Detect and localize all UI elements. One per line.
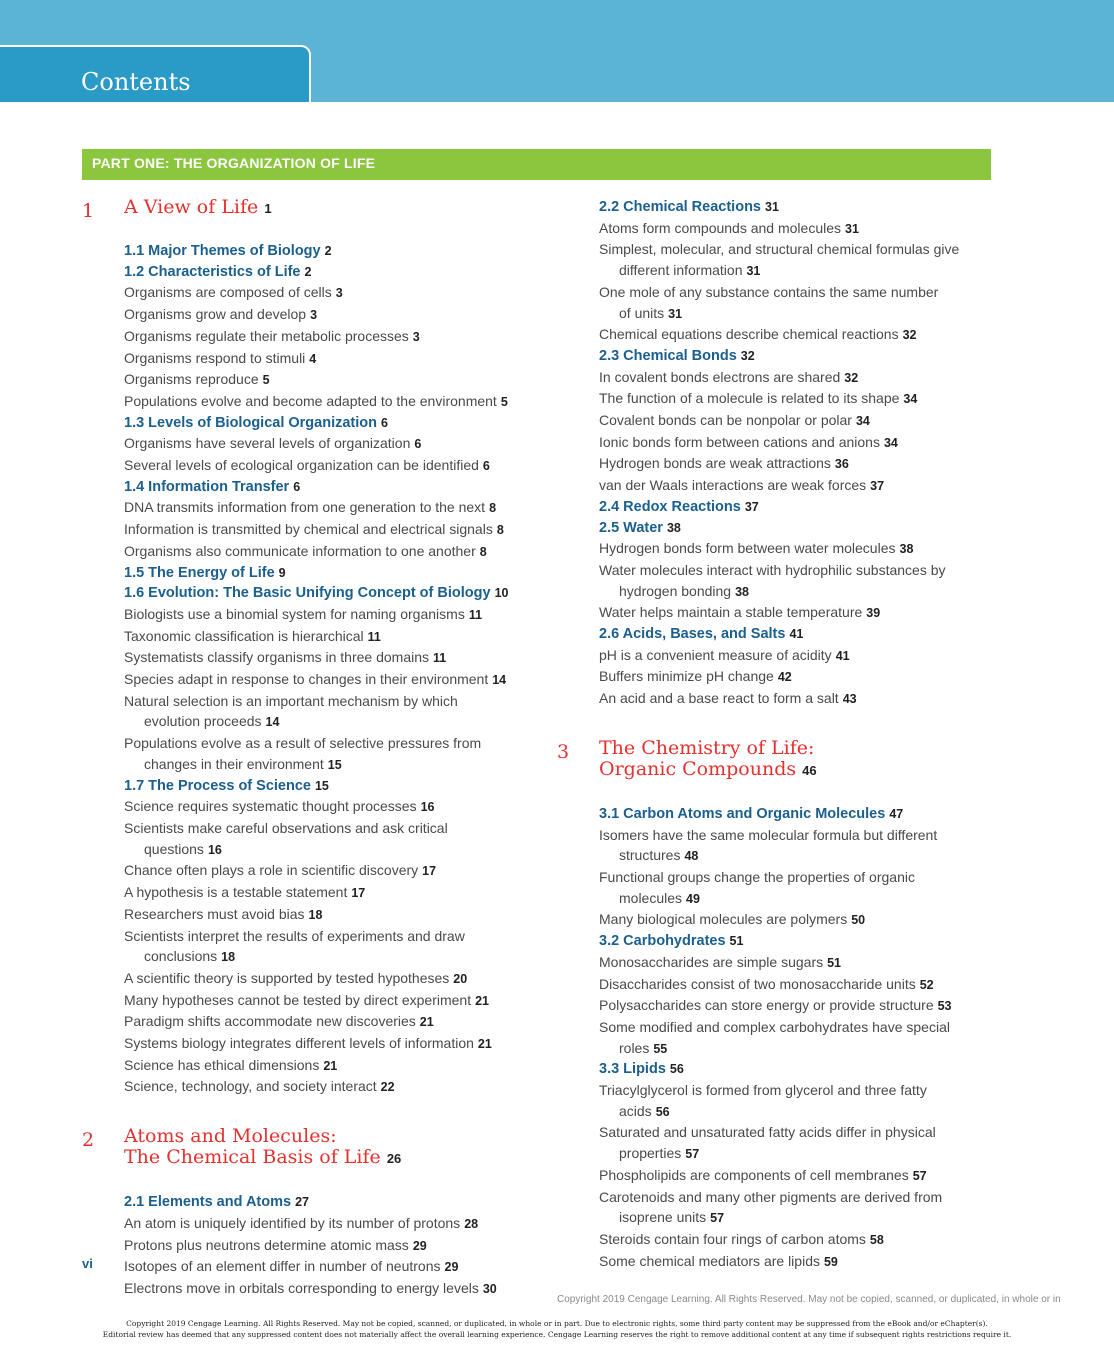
part-heading: PART ONE: THE ORGANIZATION OF LIFE: [82, 149, 991, 180]
toc-entry-continued: [557, 1038, 997, 1060]
entry-text: Polysaccharides can store energy or provide structure: [599, 997, 934, 1014]
entry-page-number: 59: [823, 1254, 838, 1269]
entry-page-number: 29: [444, 1260, 459, 1275]
entry-text: roles: [619, 1039, 650, 1056]
entry-page-number: 49: [686, 891, 700, 906]
toc-entry: [82, 926, 532, 947]
entry-text: Steroids contain four rings of carbon atoms: [599, 1230, 866, 1247]
toc-entry: [557, 410, 997, 432]
entry-text: acids: [619, 1102, 652, 1119]
toc-entry: [82, 1033, 532, 1055]
toc-entry: [557, 560, 997, 581]
entry-text: Water molecules interact with hydrophilic substances by: [599, 561, 946, 578]
entry-page-number: 37: [744, 499, 759, 514]
entry-text: Organisms also communicate information to one another: [124, 542, 476, 559]
entry-text: Phospholipids are components of cell membranes: [599, 1166, 909, 1183]
toc-entry: [82, 860, 532, 882]
entry-page-number: 38: [735, 584, 750, 599]
entry-page-number: 14: [265, 715, 280, 730]
entry-text: Electrons move in orbitals corresponding to energy levels: [124, 1279, 479, 1296]
toc-entry: [82, 519, 532, 541]
entry-page-number: 31: [668, 306, 683, 321]
entry-page-number: 11: [468, 607, 483, 622]
entry-text: 2.3 Chemical Bonds: [599, 347, 737, 364]
entry-text: Populations evolve as a result of selective pressures from: [124, 735, 482, 752]
entry-text: Protons plus neutrons determine atomic mass: [124, 1236, 409, 1253]
toc-entry-continued: [557, 260, 997, 282]
entry-page-number: 17: [351, 886, 366, 901]
entry-text: 3.2 Carbohydrates: [599, 933, 726, 950]
entry-page-number: 22: [380, 1080, 395, 1095]
entry-page-number: 27: [295, 1195, 309, 1210]
entry-page-number: 3: [310, 308, 318, 323]
toc-entry: [557, 825, 997, 846]
entry-text: molecules: [619, 889, 683, 906]
entry-text: Disaccharides consist of two monosaccharide units: [599, 975, 916, 992]
chapter-title-text: The Chemical Basis of Life: [124, 1146, 381, 1169]
entry-text: Natural selection is an important mechanism by which: [124, 692, 458, 709]
entry-text: Scientists make careful observations and ask critical: [124, 819, 448, 836]
entry-text: A scientific theory is supported by tested hypotheses: [124, 969, 450, 986]
entry-page-number: 36: [834, 457, 849, 472]
entry-page-number: 6: [381, 415, 388, 430]
entry-page-number: 34: [855, 414, 870, 429]
page-title: Contents: [81, 68, 191, 96]
toc-entry: [82, 818, 532, 839]
entry-text: Organisms grow and develop: [124, 306, 307, 323]
entry-text: Taxonomic classification is hierarchical: [124, 627, 364, 644]
entry-page-number: 15: [327, 757, 342, 772]
entry-page-number: 52: [919, 977, 934, 992]
entry-text: 1.6 Evolution: The Basic Unifying Concept of Biology: [124, 585, 491, 602]
entry-text: 1.5 The Energy of Life: [124, 564, 275, 581]
entry-page-number: 39: [866, 606, 881, 621]
entry-page-number: 11: [433, 651, 447, 666]
chapter-title-line-2: [124, 1147, 401, 1169]
toc-entry-continued: [82, 711, 532, 733]
entry-text: An acid and a base react to form a salt: [599, 690, 839, 707]
section-entry: [557, 346, 997, 367]
entry-text: Ionic bonds form between cations and anions: [599, 433, 880, 450]
entry-text: 1.4 Information Transfer: [124, 478, 290, 495]
entry-page-number: 32: [902, 328, 917, 343]
entry-page-number: 50: [851, 913, 866, 928]
chapter-title: [599, 738, 817, 781]
entry-page-number: 31: [765, 200, 779, 214]
entry-text: 1.1 Major Themes of Biology: [124, 243, 321, 259]
toc-entry: [82, 326, 532, 348]
copyright-line-2: Editorial review has deemed that any suppressed content does not materially affect the overall learning experience. Cengage Learning reserves the right to remove additional content at any time if subsequent rights restrictions require it.: [102, 1330, 1012, 1339]
entry-page-number: 8: [479, 544, 487, 559]
entry-text: Functional groups change the properties of organic: [599, 868, 915, 885]
entry-text: Organisms have several levels of organization: [124, 435, 411, 452]
toc-entry-continued: [557, 1143, 997, 1165]
entry-text: van der Waals interactions are weak forces: [599, 477, 867, 494]
chapter-title-text: Organic Compounds: [599, 757, 797, 780]
section-entry: [82, 1192, 532, 1213]
entry-text: Organisms reproduce: [124, 371, 259, 388]
copyright-line-1: Copyright 2019 Cengage Learning. All Rights Reserved. May not be copied, scanned, or duplicated, in whole or in part. Due to electronic rights, some third party content may be suppressed from the eBook and/or eChapter(s).: [126, 1319, 988, 1328]
section-entry: [557, 518, 997, 539]
section-entry: [557, 624, 997, 645]
entry-page-number: 57: [685, 1147, 700, 1162]
entry-text: 1.7 The Process of Science: [124, 777, 311, 794]
entry-page-number: 47: [889, 806, 904, 821]
toc-entry: [82, 990, 532, 1012]
entry-page-number: 4: [309, 351, 317, 366]
toc-entry: [82, 541, 532, 563]
entry-text: Organisms respond to stimuli: [124, 349, 306, 366]
entry-page-number: 5: [262, 373, 270, 388]
toc-entry: [557, 1251, 997, 1273]
entry-page-number: 57: [912, 1168, 927, 1183]
entry-page-number: 31: [746, 264, 761, 279]
chapter-spacer: [557, 710, 997, 738]
entry-text: 2.2 Chemical Reactions: [599, 199, 761, 215]
entry-text: Organisms are composed of cells: [124, 284, 332, 301]
toc-entry: [557, 995, 997, 1017]
entry-text: Many biological molecules are polymers: [599, 911, 848, 928]
entry-page-number: 57: [710, 1211, 725, 1226]
chapter-title: [124, 197, 272, 219]
entry-page-number: 6: [293, 479, 301, 494]
entry-page-number: 56: [669, 1062, 684, 1077]
entry-page-number: 41: [789, 627, 804, 642]
section-entry: [82, 262, 532, 283]
entry-page-number: 34: [883, 435, 898, 450]
entry-text: 2.1 Elements and Atoms: [124, 1194, 292, 1211]
section-entry: [557, 197, 997, 218]
entry-text: hydrogen bonding: [619, 582, 732, 599]
entry-page-number: 18: [308, 907, 323, 922]
entry-text: Hydrogen bonds are weak attractions: [599, 455, 831, 472]
chapter-spacer: [82, 1098, 532, 1126]
chapter-title-line-1: Atoms and Molecules:: [124, 1125, 337, 1148]
section-entry: [557, 1059, 997, 1080]
entry-page-number: 17: [422, 864, 437, 879]
entry-page-number: 32: [740, 348, 755, 363]
toc-entry: [557, 1165, 997, 1187]
toc-entry: [82, 733, 532, 754]
chapter-title-line-1: The Chemistry of Life:: [599, 736, 815, 759]
entry-text: Systems biology integrates different levels of information: [124, 1035, 474, 1052]
copyright-footer: [0, 1318, 1114, 1340]
chapter-heading: [82, 1126, 532, 1192]
toc-entry: [82, 1011, 532, 1033]
entry-page-number: 28: [464, 1216, 479, 1231]
entry-text: In covalent bonds electrons are shared: [599, 368, 841, 385]
entry-text: of units: [619, 304, 665, 321]
entry-page-number: 58: [869, 1232, 884, 1247]
entry-text: 3.1 Carbon Atoms and Organic Molecules: [599, 805, 886, 822]
entry-text: Water helps maintain a stable temperature: [599, 604, 863, 621]
toc-entry: [557, 974, 997, 996]
chapter-page-number: 1: [264, 201, 272, 216]
toc-entry: [82, 691, 532, 712]
entry-page-number: 16: [420, 800, 435, 815]
entry-text: Species adapt in response to changes in their environment: [124, 671, 489, 688]
entry-page-number: 11: [367, 629, 381, 644]
entry-page-number: 30: [482, 1281, 497, 1296]
toc-entry: [557, 867, 997, 888]
entry-text: Hydrogen bonds form between water molecules: [599, 540, 896, 557]
toc-entry: [82, 626, 532, 648]
entry-page-number: 3: [412, 329, 420, 344]
section-entry: [82, 241, 532, 262]
entry-text: 2.5 Water: [599, 519, 663, 536]
toc-entry: [557, 218, 997, 240]
toc-entry: [557, 324, 997, 346]
entry-text: Biologists use a binomial system for naming organisms: [124, 605, 465, 622]
entry-page-number: 15: [314, 778, 329, 793]
chapter-number: 1: [82, 200, 95, 222]
entry-text: Paradigm shifts accommodate new discoveries: [124, 1013, 416, 1030]
toc-entry: [82, 604, 532, 626]
entry-text: Science has ethical dimensions: [124, 1056, 320, 1073]
toc-entry: [82, 1278, 532, 1300]
entry-page-number: 48: [684, 849, 699, 864]
entry-text: isoprene units: [619, 1209, 707, 1226]
toc-entry: [82, 796, 532, 818]
toc-right-column: [557, 197, 997, 1272]
toc-entry: [82, 882, 532, 904]
entry-text: One mole of any substance contains the same number: [599, 283, 939, 300]
chapter-title-line-2: [599, 759, 817, 781]
chapter-number: 3: [557, 740, 570, 763]
chapter-heading: [82, 197, 532, 241]
toc-entry: [557, 282, 997, 303]
entry-text: Atoms form compounds and molecules: [599, 219, 841, 236]
toc-entry: [557, 1187, 997, 1208]
entry-page-number: 5: [500, 394, 508, 409]
section-entry: [82, 583, 532, 604]
entry-text: Many hypotheses cannot be tested by direct experiment: [124, 991, 472, 1008]
entry-page-number: 51: [729, 934, 744, 949]
toc-entry: [557, 909, 997, 931]
toc-entry: [557, 475, 997, 497]
toc-entry: [82, 391, 532, 413]
toc-entry: [82, 433, 532, 455]
entry-page-number: 38: [666, 520, 681, 535]
entry-text: structures: [619, 847, 681, 864]
entry-page-number: 20: [453, 971, 468, 986]
entry-text: Scientists interpret the results of experiments and draw: [124, 927, 465, 944]
entry-text: properties: [619, 1145, 682, 1162]
toc-entry: [82, 348, 532, 370]
toc-entry: [82, 1213, 532, 1235]
toc-entry: [557, 1122, 997, 1143]
toc-entry: [557, 432, 997, 454]
entry-text: Information is transmitted by chemical and electrical signals: [124, 521, 493, 538]
toc-entry-continued: [557, 1101, 997, 1123]
entry-text: evolution proceeds: [144, 713, 262, 730]
toc-entry: [557, 952, 997, 974]
toc-entry-continued: [82, 754, 532, 776]
entry-page-number: 37: [870, 479, 885, 494]
toc-entry: [82, 904, 532, 926]
entry-text: An atom is uniquely identified by its number of protons: [124, 1214, 461, 1231]
entry-text: different information: [619, 262, 743, 279]
chapter-title-text: A View of Life: [124, 196, 259, 218]
chapter-title: [124, 1126, 401, 1169]
entry-page-number: 51: [827, 955, 842, 970]
chapter-number: 2: [82, 1129, 95, 1152]
toc-entry-continued: [557, 581, 997, 603]
entry-text: Covalent bonds can be nonpolar or polar: [599, 412, 852, 429]
entry-page-number: 3: [335, 286, 343, 301]
toc-entry: [557, 453, 997, 475]
toc-entry: [82, 968, 532, 990]
entry-text: Chemical equations describe chemical reactions: [599, 326, 899, 343]
toc-entry: [557, 1080, 997, 1101]
entry-text: Researchers must avoid bias: [124, 905, 305, 922]
entry-text: Saturated and unsaturated fatty acids differ in physical: [599, 1124, 936, 1141]
section-entry: [557, 931, 997, 952]
entry-page-number: 31: [845, 221, 859, 236]
entry-page-number: 42: [777, 670, 792, 685]
page-number: vi: [82, 1256, 93, 1271]
entry-text: The function of a molecule is related to its shape: [599, 390, 900, 407]
chapter-heading: [557, 738, 997, 804]
entry-page-number: 21: [477, 1037, 492, 1052]
entry-text: Monosaccharides are simple sugars: [599, 953, 824, 970]
copyright-notice: Copyright 2019 Cengage Learning. All Rights Reserved. May not be copied, scanned, or duplicated, in whole or in: [557, 1294, 1061, 1305]
entry-text: Populations evolve and become adapted to the environment: [124, 392, 497, 409]
toc-entry: [82, 282, 532, 304]
entry-text: Science, technology, and society interact: [124, 1078, 377, 1095]
entry-page-number: 32: [844, 370, 859, 385]
entry-text: Isomers have the same molecular formula but different: [599, 826, 938, 843]
entry-page-number: 16: [207, 842, 222, 857]
entry-page-number: 2: [304, 264, 312, 279]
entry-text: DNA transmits information from one generation to the next: [124, 499, 486, 516]
section-entry: [82, 776, 532, 797]
toc-entry: [82, 304, 532, 326]
entry-text: questions: [144, 840, 204, 857]
entry-text: 1.2 Characteristics of Life: [124, 263, 301, 280]
toc-entry: [82, 455, 532, 477]
toc-entry-continued: [557, 845, 997, 867]
entry-text: pH is a convenient measure of acidity: [599, 646, 832, 663]
toc-entry: [557, 239, 997, 260]
entry-text: 2.4 Redox Reactions: [599, 498, 741, 515]
entry-text: Some chemical mediators are lipids: [599, 1252, 820, 1269]
entry-text: Carotenoids and many other pigments are derived from: [599, 1188, 943, 1205]
toc-entry: [82, 647, 532, 669]
toc-entry: [82, 1235, 532, 1257]
toc-entry: [557, 367, 997, 389]
toc-entry-continued: [557, 1207, 997, 1229]
toc-left-column: [82, 197, 532, 1300]
toc-entry-continued: [82, 946, 532, 968]
entry-text: A hypothesis is a testable statement: [124, 884, 348, 901]
section-entry: [82, 563, 532, 584]
entry-page-number: 9: [278, 565, 286, 580]
entry-page-number: 6: [414, 437, 422, 452]
entry-page-number: 8: [489, 501, 497, 516]
toc-entry: [82, 1076, 532, 1098]
entry-page-number: 6: [482, 459, 490, 474]
toc-entry: [82, 1055, 532, 1077]
toc-entry: [82, 669, 532, 691]
entry-page-number: 21: [419, 1015, 434, 1030]
entry-text: Systematists classify organisms in three domains: [124, 649, 429, 666]
entry-page-number: 43: [842, 692, 857, 707]
entry-page-number: 29: [412, 1238, 427, 1253]
entry-text: Some modified and complex carbohydrates have special: [599, 1018, 950, 1035]
entry-page-number: 10: [494, 586, 509, 601]
toc-entry: [557, 538, 997, 560]
entry-text: Triacylglycerol is formed from glycerol and three fatty: [599, 1082, 927, 1099]
entry-page-number: 56: [655, 1104, 670, 1119]
chapter-page-number: 26: [386, 1151, 402, 1167]
entry-page-number: 34: [903, 392, 918, 407]
entry-page-number: 38: [899, 542, 914, 557]
entry-text: Organisms regulate their metabolic processes: [124, 327, 409, 344]
toc-entry: [82, 1256, 532, 1278]
toc-entry: [557, 602, 997, 624]
section-entry: [82, 477, 532, 498]
entry-text: Chance often plays a role in scientific discovery: [124, 862, 419, 879]
entry-text: changes in their environment: [144, 755, 324, 772]
toc-entry: [82, 369, 532, 391]
toc-entry: [82, 497, 532, 519]
entry-text: Science requires systematic thought processes: [124, 798, 417, 815]
entry-text: 1.3 Levels of Biological Organization: [124, 414, 377, 431]
entry-page-number: 21: [323, 1058, 338, 1073]
entry-text: Isotopes of an element differ in number of neutrons: [124, 1258, 441, 1275]
entry-page-number: 53: [937, 999, 952, 1014]
entry-page-number: 14: [492, 673, 507, 688]
toc-entry: [557, 388, 997, 410]
entry-text: conclusions: [144, 948, 218, 965]
entry-page-number: 55: [653, 1041, 668, 1056]
entry-text: Simplest, molecular, and structural chemical formulas give: [599, 241, 960, 258]
entry-page-number: 21: [475, 993, 489, 1008]
entry-text: Several levels of ecological organization can be identified: [124, 457, 479, 474]
toc-entry-continued: [557, 303, 997, 325]
toc-entry: [557, 1017, 997, 1038]
entry-page-number: 2: [324, 244, 332, 258]
entry-text: 2.6 Acids, Bases, and Salts: [599, 626, 786, 643]
section-entry: [82, 413, 532, 434]
section-entry: [557, 497, 997, 518]
chapter-page-number: 46: [802, 762, 817, 778]
toc-entry: [557, 645, 997, 667]
toc-entry-continued: [557, 888, 997, 910]
toc-entry: [557, 688, 997, 710]
entry-page-number: 41: [835, 648, 850, 663]
entry-text: 3.3 Lipids: [599, 1061, 666, 1078]
toc-entry-continued: [82, 839, 532, 861]
toc-entry: [557, 666, 997, 688]
entry-text: Buffers minimize pH change: [599, 668, 774, 685]
section-entry: [557, 804, 997, 825]
toc-entry: [557, 1229, 997, 1251]
entry-page-number: 18: [221, 950, 236, 965]
entry-page-number: 8: [496, 523, 504, 538]
